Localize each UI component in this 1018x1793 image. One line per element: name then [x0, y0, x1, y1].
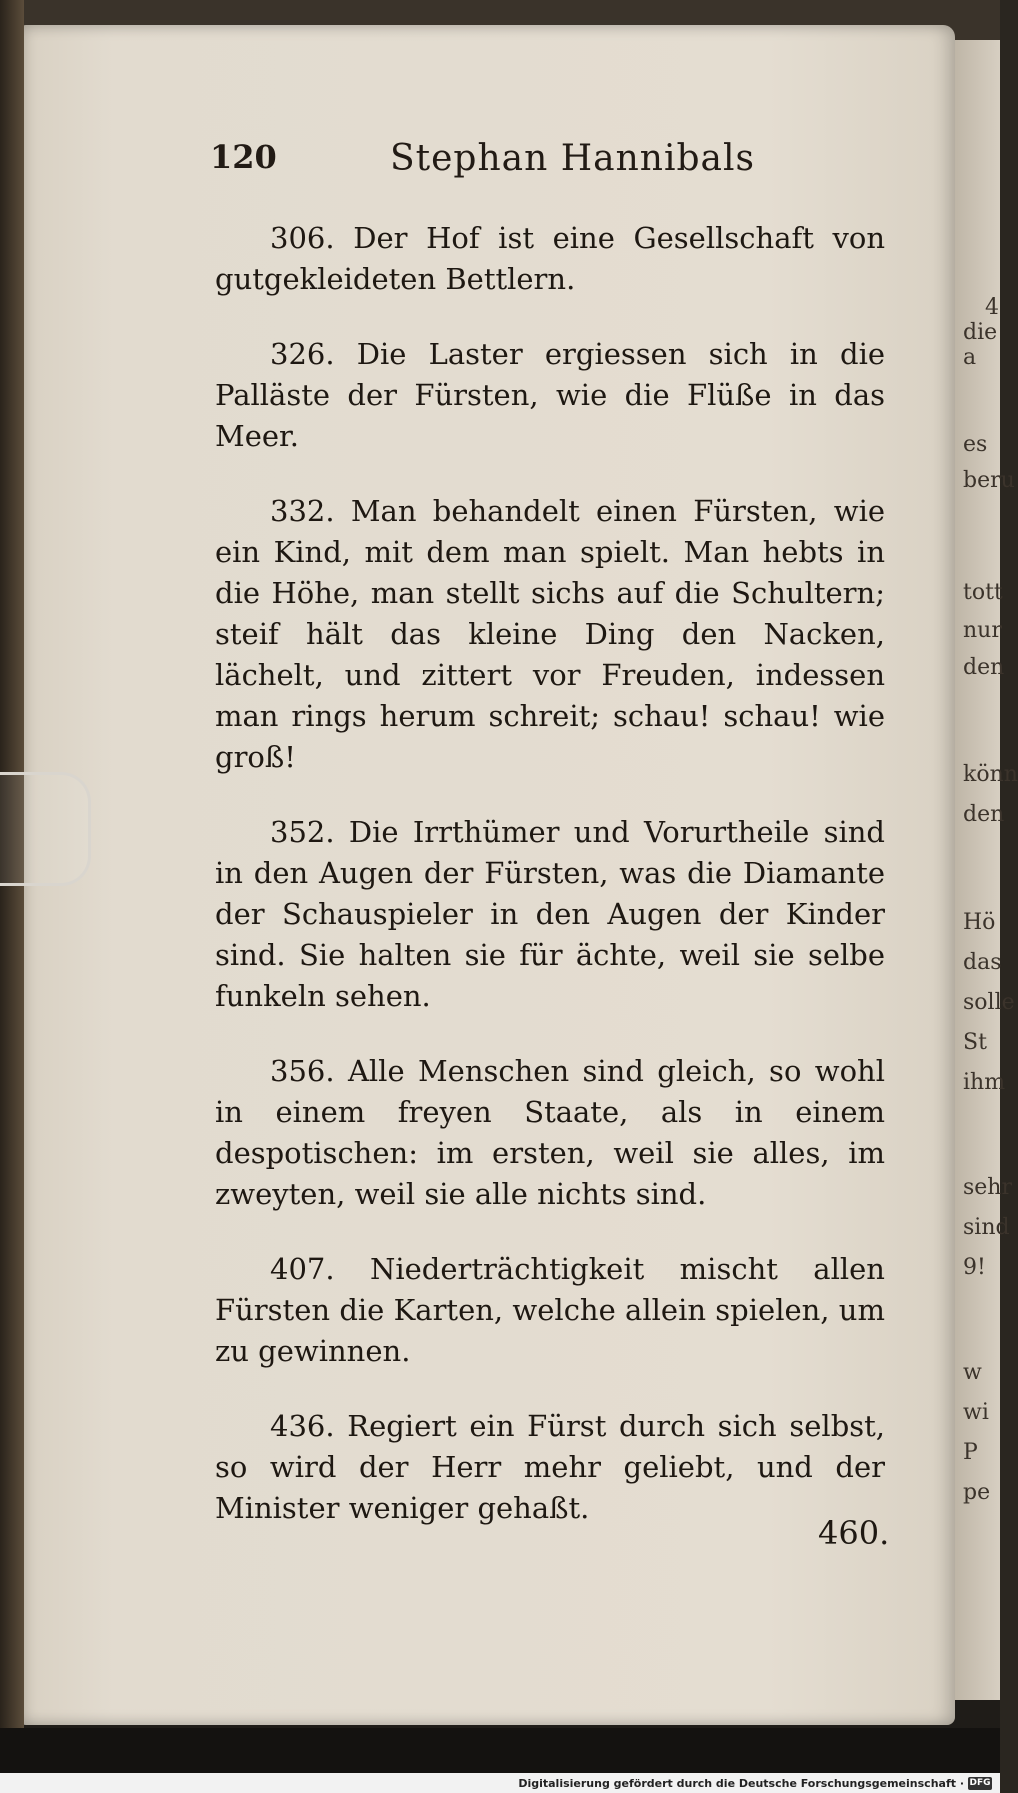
adjacent-fragment: tott — [963, 580, 1003, 605]
page-header — [210, 138, 890, 188]
adjacent-fragment: beru — [963, 468, 1015, 493]
aphorism-paragraph — [215, 1406, 885, 1529]
aphorism-paragraph — [215, 1051, 885, 1215]
aphorism-text: Die Laster ergiessen sich in die Palläste der Fürsten, wie die Flüße in das Meer. — [215, 337, 886, 453]
aphorism-paragraph — [215, 218, 885, 300]
aphorism-paragraph — [215, 491, 885, 778]
aphorism-number: 356. — [270, 1054, 335, 1088]
aphorism-number: 332. — [270, 494, 335, 528]
aphorism-text: Regiert ein Fürst durch sich selbst, so wird der Herr mehr geliebt, und der Minister weniger gehaßt. — [215, 1409, 886, 1525]
adjacent-fragment: das — [963, 950, 1002, 975]
page-number: 120 — [210, 138, 277, 176]
footer-credit: Digitalisierung gefördert durch die Deutsche Forschungsgemeinschaft · — [518, 1777, 964, 1790]
aphorism-paragraph — [215, 334, 885, 457]
bookmark-tab — [0, 772, 91, 886]
adjacent-fragment: es — [963, 432, 988, 457]
adjacent-fragment: sehr — [963, 1175, 1012, 1200]
aphorism-number: 306. — [270, 221, 335, 255]
adjacent-fragment: pe — [963, 1480, 991, 1505]
footer-bar — [0, 1773, 1000, 1793]
aphorism-paragraph — [215, 812, 885, 1017]
adjacent-fragment: P — [963, 1440, 978, 1465]
adjacent-fragment: Hö — [963, 910, 996, 935]
adjacent-fragment: 4 — [985, 295, 999, 320]
aphorism-paragraph — [215, 1249, 885, 1372]
aphorism-text: Man behandelt einen Fürsten, wie ein Kind, mit dem man spielt. Man hebts in die Höhe, man stellt sichs auf die Schultern; steif hält das kleine Ding den Nacken, lächelt, und zittert vor Freuden, indessen man rings herum schreit; schau! schau! wie groß! — [215, 494, 886, 774]
adjacent-fragment: w — [963, 1360, 982, 1385]
aphorism-text: Der Hof ist eine Gesellschaft von gutgekleideten Bettlern. — [215, 221, 885, 296]
adjacent-fragment: 9! — [963, 1255, 986, 1280]
scan-bottom-strip — [0, 1728, 1000, 1773]
aphorism-text: Niederträchtigkeit mischt allen Fürsten die Karten, welche allein spielen, um zu gewinnen. — [215, 1252, 885, 1368]
adjacent-fragment: den — [963, 802, 1005, 827]
aphorism-number: 326. — [270, 337, 335, 371]
adjacent-fragment: wi — [963, 1400, 989, 1425]
adjacent-page — [955, 40, 1018, 1700]
dfg-logo: DFG — [969, 1778, 991, 1788]
adjacent-fragment: ihm — [963, 1070, 1006, 1095]
running-title: Stephan Hannibals — [390, 138, 755, 179]
adjacent-fragment: könn — [963, 762, 1018, 787]
aphorism-number: 436. — [270, 1409, 335, 1443]
adjacent-fragment: solle — [963, 990, 1015, 1015]
adjacent-fragment: den — [963, 655, 1005, 680]
adjacent-fragment: sind — [963, 1215, 1010, 1240]
aphorism-text: Die Irrthümer und Vorurtheile sind in den Augen der Fürsten, was die Diamante der Schauspieler in den Augen der Kinder sind. Sie halten sie für ächte, weil sie selbe funkeln sehen. — [215, 815, 885, 1013]
catchword: 460. — [818, 1514, 890, 1552]
aphorism-number: 407. — [270, 1252, 335, 1286]
aphorism-number: 352. — [270, 815, 335, 849]
adjacent-fragment: St — [963, 1030, 987, 1055]
adjacent-fragment: nur — [963, 618, 1002, 643]
page-body — [215, 218, 885, 1563]
aphorism-text: Alle Menschen sind gleich, so wohl in einem freyen Staate, als in einem despotischen: im ersten, weil sie alles, im zweyten, weil sie alle nichts sind. — [215, 1054, 886, 1211]
adjacent-fragment: die a — [963, 320, 998, 370]
book-binding — [0, 0, 24, 1793]
